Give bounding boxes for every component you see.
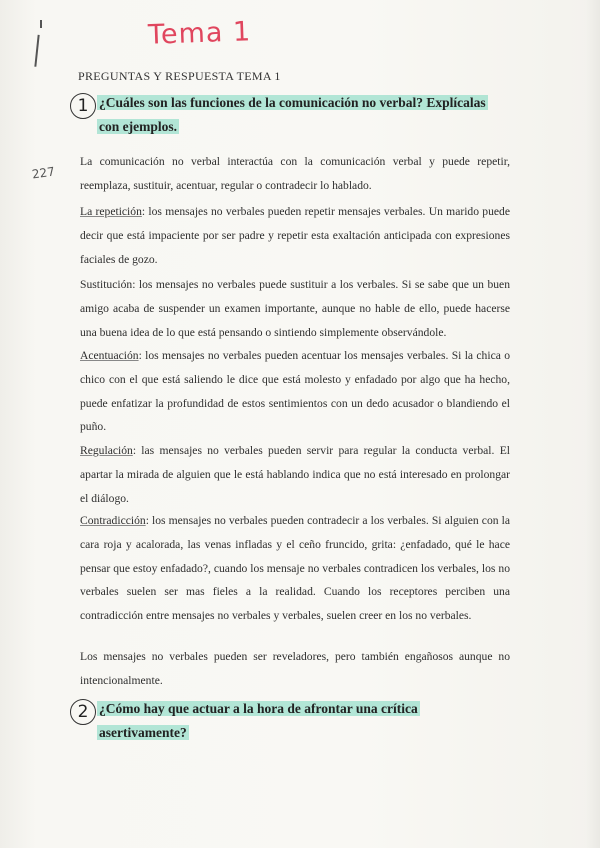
question-1-line1: ¿Cuáles son las funciones de la comunicación no verbal? Explícalas — [99, 95, 486, 110]
paragraph-sustitucion — [80, 273, 510, 344]
question-2-line1: ¿Cómo hay que actuar a la hora de afrontar una crítica — [99, 701, 418, 716]
text-contradiccion: : los mensajes no verbales pueden contradecir a los verbales. Si alguien con la cara roja y acalorada, las venas infladas y el ceño fruncido, grita: ¿enfadado, qué le hace pensar que estoy enfadado?, cuando los mensaje no verbales contradicen los verbales, los no verbales suelen ser mas fieles a la realidad. Cuando los receptores perciben una contradicción entre mensajes no verbales y verbales, suelen creer en los no verbales. — [80, 514, 510, 623]
question-1-text — [97, 91, 537, 139]
label-acentuacion: Acentuación — [80, 349, 139, 362]
paragraph-repeticion — [80, 200, 510, 271]
text-sustitucion: : los mensajes no verbales puede sustituir a los verbales. Si se sabe que un buen amigo acaba de suspender un examen importante, aunque no hable de ello, puede hacerse una buena idea de lo que está pensando o sintiendo simplemente observándole. — [80, 278, 510, 339]
question-2-line2: asertivamente? — [99, 725, 187, 740]
label-regulacion: Regulación — [80, 444, 133, 457]
paragraph-contradiccion — [80, 509, 510, 628]
question-number-circle: 2 — [70, 699, 96, 725]
text-repeticion: : los mensajes no verbales pueden repetir mensajes verbales. Un marido puede decir que está impaciente por ser padre y repetir esta exaltación anticipada con expresiones faciales de gozo. — [80, 205, 510, 266]
paragraph-regulacion — [80, 439, 510, 510]
page-edge-shadow — [586, 0, 600, 848]
paragraph-acentuacion — [80, 344, 510, 439]
paragraph-intro: La comunicación no verbal interactúa con la comunicación verbal y puede repetir, reemplaza, sustituir, acentuar, regular o contradecir lo hablado. — [80, 155, 510, 192]
paragraph-cierre: Los mensajes no verbales pueden ser reveladores, pero también engañosos aunque no intencionalmente. — [80, 650, 510, 687]
label-contradiccion: Contradicción — [80, 514, 146, 527]
margin-note-text: 227 — [31, 164, 56, 182]
margin-handwritten-note — [31, 166, 55, 180]
label-sustitucion: Sustitución — [80, 278, 133, 291]
question-number-circle: 1 — [70, 93, 96, 119]
text-acentuacion: : los mensajes no verbales pueden acentuar los mensajes verbales. Si la chica o chico con el que está saliendo le dice que está molesto y enfadado por algo que ha hecho, puede enfatizar la profundidad de estos sentimientos con un dedo acusador o blandiendo el puño. — [80, 349, 510, 434]
margin-tick — [40, 20, 42, 28]
question-1-line2: con ejemplos. — [99, 119, 177, 134]
text-regulacion: : las mensajes no verbales pueden servir para regular la conducta verbal. El apartar la mirada de alguien que le está hablando indica que no está interesado en prolongar el diálogo. — [80, 444, 510, 505]
document-header: PREGUNTAS Y RESPUESTA TEMA 1 — [78, 69, 281, 83]
label-repeticion: La repetición — [80, 205, 142, 218]
question-2-text — [97, 697, 517, 745]
handwritten-title: Tema 1 — [147, 16, 252, 51]
